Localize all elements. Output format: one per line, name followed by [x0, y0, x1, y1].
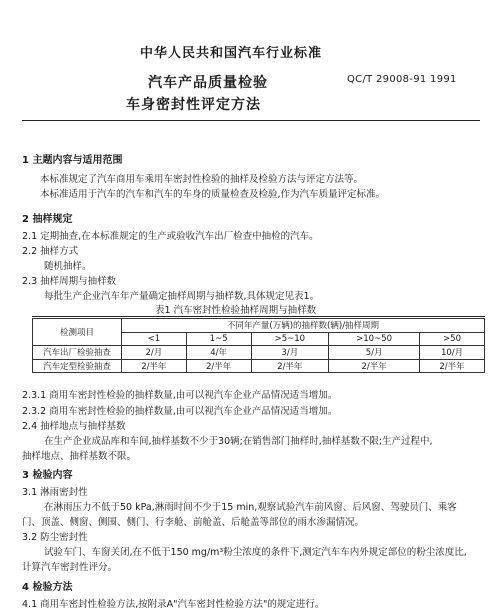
- table-cell: 2/半年: [329, 359, 420, 373]
- item-2-3-1: 2.3.1 商用车密封性检验的抽样数量,由可以视汽车企业产品情况适当增加。: [22, 390, 338, 401]
- header-rule: [22, 120, 480, 121]
- section-2-heading: 2 抽样规定: [22, 214, 73, 225]
- item-2-2-body: 随机抽样。: [44, 261, 92, 272]
- item-3-2-body-1: 试验车门、车窗关闭,在不低于150 mg/m³粉尘浓度的条件下,测定汽车车内外规定部位的粉尘浓度比,: [44, 547, 467, 558]
- item-2-4: 2.4 抽样地点与抽样基数: [22, 421, 126, 432]
- table-top-rule: [32, 316, 485, 317]
- item-2-4-body-1: 在生产企业成品库和车间,抽样基数不少于30辆;在销售部门抽样时,抽样基数不限;生产过程中,: [44, 436, 433, 447]
- document-title-line-1: 汽车产品质量检验: [148, 75, 268, 91]
- document-title-line-2: 车身密封性评定方法: [126, 97, 261, 113]
- standard-header: 中华人民共和国汽车行业标准: [140, 46, 323, 61]
- item-3-1: 3.1 淋雨密封性: [22, 487, 88, 498]
- table-row: [33, 359, 485, 373]
- table-cell: 2/半年: [186, 359, 251, 373]
- table-cell: 4/年: [186, 346, 251, 360]
- section-3-heading: 3 检验内容: [22, 470, 73, 481]
- table-cell: 2/半年: [251, 359, 329, 373]
- table-row: [33, 346, 485, 360]
- table-cell: 3/月: [251, 346, 329, 360]
- table-column-header: <1: [122, 332, 187, 346]
- section-1-paragraph-2: 本标准适用于汽车的汽车和汽车的车身的质量检查及检验,作为汽车质量评定标准。: [40, 189, 386, 200]
- table-cell: 10/月: [420, 346, 485, 360]
- item-2-3-2: 2.3.2 商用车密封性检验的抽样数量,由可以视汽车企业产品情况适当增加。: [22, 406, 338, 417]
- table-header-row: [33, 319, 485, 333]
- section-1-heading: 1 主题内容与适用范围: [22, 155, 123, 166]
- item-2-2: 2.2 抽样方式: [22, 246, 79, 257]
- item-4-1: 4.1 商用车密封性检验方法,按附录A"汽车密封性检验方法"的规定进行。: [22, 599, 325, 610]
- item-2-3-body: 每批生产企业汽车年产量确定抽样周期与抽样数,具体规定见表1。: [44, 291, 320, 302]
- table-column-header: >5~10: [251, 332, 329, 346]
- table-column-header: 1~5: [186, 332, 251, 346]
- table-row-label: 汽车出厂检验抽查: [33, 346, 122, 360]
- section-1-paragraph-1: 本标准规定了汽车商用车乘用车密封性检验的抽样及检验方法与评定方法等。: [40, 174, 364, 185]
- table-column-header: >10~50: [329, 332, 420, 346]
- table-cell: 2/月: [122, 346, 187, 360]
- table-cell: 2/半年: [420, 359, 485, 373]
- table-group-header: 不同年产量(万辆)的抽样数(辆)/抽样周期: [122, 319, 485, 333]
- table-cell: 5/月: [329, 346, 420, 360]
- standard-number: QC/T 29008-91 1991: [347, 74, 457, 85]
- table-caption: 表1 汽车密封性检验抽样周期与抽样数: [155, 305, 317, 316]
- table-column-header: >50: [420, 332, 485, 346]
- item-3-1-body-1: 在淋雨压力不低于50 kPa,淋雨时间不少于15 min,观察试验汽车前风窗、后风窗、驾驶员门、乘客: [44, 502, 457, 513]
- table-cell: 2/半年: [122, 359, 187, 373]
- item-3-2: 3.2 防尘密封性: [22, 532, 88, 543]
- item-3-1-body-2: 门、顶盖、侧窗、侧围、侧门、行李舱、前舱盖、后舱盖等部位的雨水渗漏情况。: [22, 517, 365, 528]
- section-4-heading: 4 检验方法: [22, 582, 73, 593]
- table-row-header: 检测项目: [33, 319, 122, 346]
- item-3-2-body-2: 计算汽车密封性评分。: [22, 562, 118, 573]
- sampling-table: [32, 318, 485, 373]
- table-row-label: 汽车定型检验抽查: [33, 359, 122, 373]
- item-2-3: 2.3 抽样周期与抽样数: [22, 276, 117, 287]
- item-2-1: 2.1 定期抽查,在本标准规定的生产或验收汽车出厂检查中抽检的汽车。: [22, 231, 319, 242]
- item-2-4-body-2: 抽样地点、抽样基数不限。: [22, 451, 137, 462]
